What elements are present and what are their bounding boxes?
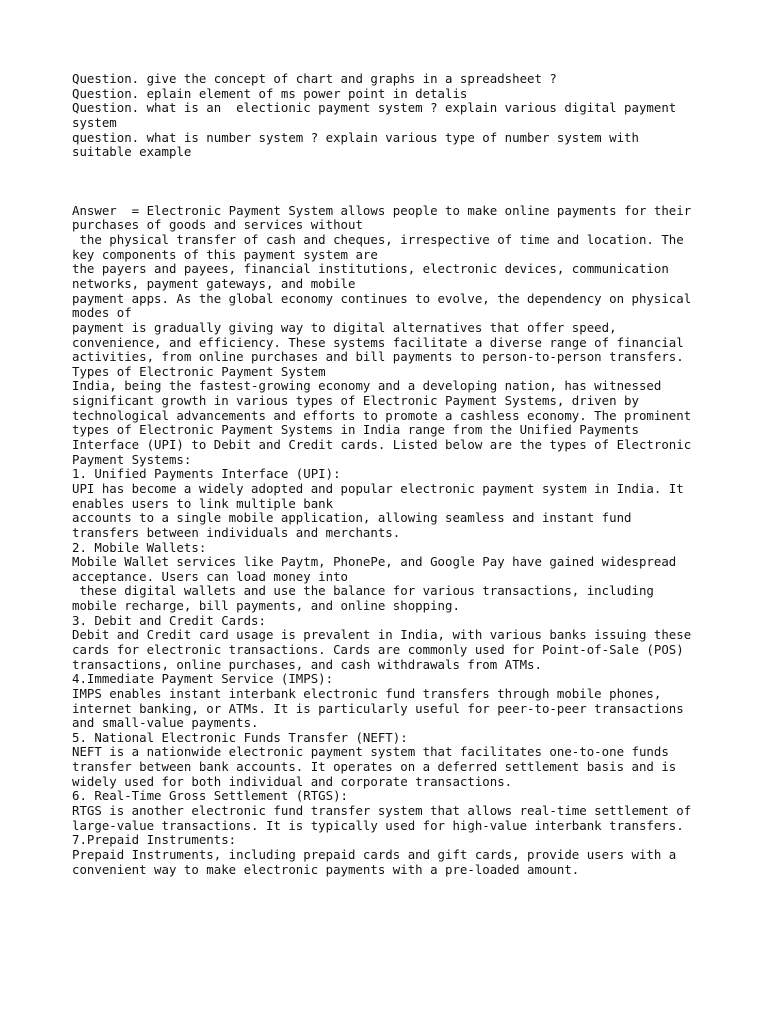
- question-line: suitable example: [72, 144, 192, 160]
- answer-line: internet banking, or ATMs. It is particularly useful for peer-to-peer transactions: [72, 700, 684, 716]
- blank-line: [72, 160, 704, 175]
- answer-line: transfer between bank accounts. It operates on a deferred settlement basis and is: [72, 759, 677, 775]
- question-line: system: [72, 114, 117, 130]
- answer-line: mobile recharge, bill payments, and online shopping.: [72, 598, 460, 614]
- answer-line: cards for electronic transactions. Cards are commonly used for Point-of-Sale (POS): [72, 641, 684, 657]
- answer-line: key components of this payment system are: [72, 246, 378, 262]
- answer-line: Mobile Wallet services like Paytm, PhonePe, and Google Pay have gained widespread: [72, 554, 677, 570]
- section-heading: Types of Electronic Payment System: [72, 363, 326, 379]
- answer-line: technological advancements and efforts to promote a cashless economy. The prominent: [72, 407, 692, 423]
- answer-line: the physical transfer of cash and cheques, irrespective of time and location. The: [72, 232, 684, 248]
- answer-line: large-value transactions. It is typically used for high-value interbank transfers.: [72, 817, 684, 833]
- answer-line: transactions, online purchases, and cash withdrawals from ATMs.: [72, 656, 542, 672]
- list-heading-cards: 3. Debit and Credit Cards:: [72, 612, 266, 628]
- document-page: [72, 72, 704, 877]
- list-heading-mobile-wallets: 2. Mobile Wallets:: [72, 539, 207, 555]
- list-heading-rtgs: 6. Real-Time Gross Settlement (RTGS):: [72, 788, 349, 804]
- answer-line: networks, payment gateways, and mobile: [72, 275, 356, 291]
- answer-line: enables users to link multiple bank: [72, 495, 334, 511]
- question-line: Question. give the concept of chart and graphs in a spreadsheet ?: [72, 71, 557, 86]
- question-line: Question. what is an electionic payment system ? explain various digital payment: [72, 100, 677, 116]
- list-heading-neft: 5. National Electronic Funds Transfer (NEFT):: [72, 729, 408, 745]
- answer-line: Answer = Electronic Payment System allows people to make online payments for their: [72, 202, 692, 218]
- answer-line: activities, from online purchases and bill payments to person-to-person transfers.: [72, 349, 684, 365]
- blank-line: [72, 174, 704, 189]
- answer-line: convenience, and efficiency. These systems facilitate a diverse range of financial: [72, 334, 684, 350]
- list-heading-upi: 1. Unified Payments Interface (UPI):: [72, 466, 341, 482]
- answer-line: Prepaid Instruments, including prepaid cards and gift cards, provide users with a: [72, 846, 677, 862]
- answer-line: widely used for both individual and corporate transactions.: [72, 773, 513, 789]
- answer-line: convenient way to make electronic payments with a pre-loaded amount.: [72, 861, 580, 877]
- question-line: Question. eplain element of ms power point in detalis: [72, 85, 468, 101]
- answer-line: UPI has become a widely adopted and popular electronic payment system in India. It: [72, 480, 684, 496]
- answer-line: Payment Systems:: [72, 451, 192, 467]
- answer-line: accounts to a single mobile application, allowing seamless and instant fund: [72, 510, 632, 526]
- answer-line: Debit and Credit card usage is prevalent in India, with various banks issuing these: [72, 627, 692, 643]
- answer-line: India, being the fastest-growing economy and a developing nation, has witnessed: [72, 378, 662, 394]
- answer-block: [72, 204, 704, 877]
- answer-line: acceptance. Users can load money into: [72, 568, 349, 584]
- answer-line: transfers between individuals and merchants.: [72, 524, 401, 540]
- answer-line: payment is gradually giving way to digital alternatives that offer speed,: [72, 319, 617, 335]
- list-heading-imps: 4.Immediate Payment Service (IMPS):: [72, 671, 334, 687]
- blank-line: [72, 189, 704, 204]
- answer-line: modes of: [72, 305, 132, 321]
- answer-line: purchases of goods and services without: [72, 217, 363, 233]
- answer-line: types of Electronic Payment Systems in India range from the Unified Payments: [72, 422, 639, 438]
- answer-line: the payers and payees, financial institutions, electronic devices, communication: [72, 261, 669, 277]
- answer-line: RTGS is another electronic fund transfer system that allows real-time settlement of: [72, 803, 692, 819]
- answer-line: and small-value payments.: [72, 715, 259, 731]
- question-line: question. what is number system ? explain various type of number system with: [72, 129, 639, 145]
- list-heading-prepaid: 7.Prepaid Instruments:: [72, 832, 237, 848]
- answer-line: IMPS enables instant interbank electronic fund transfers through mobile phones,: [72, 685, 662, 701]
- answer-line: significant growth in various types of Electronic Payment Systems, driven by: [72, 393, 639, 409]
- answer-line: these digital wallets and use the balance for various transactions, including: [72, 583, 654, 599]
- answer-line: payment apps. As the global economy continues to evolve, the dependency on physical: [72, 290, 692, 306]
- questions-block: [72, 72, 704, 160]
- answer-line: Interface (UPI) to Debit and Credit cards. Listed below are the types of Electronic: [72, 437, 692, 453]
- answer-line: NEFT is a nationwide electronic payment system that facilitates one-to-one funds: [72, 744, 669, 760]
